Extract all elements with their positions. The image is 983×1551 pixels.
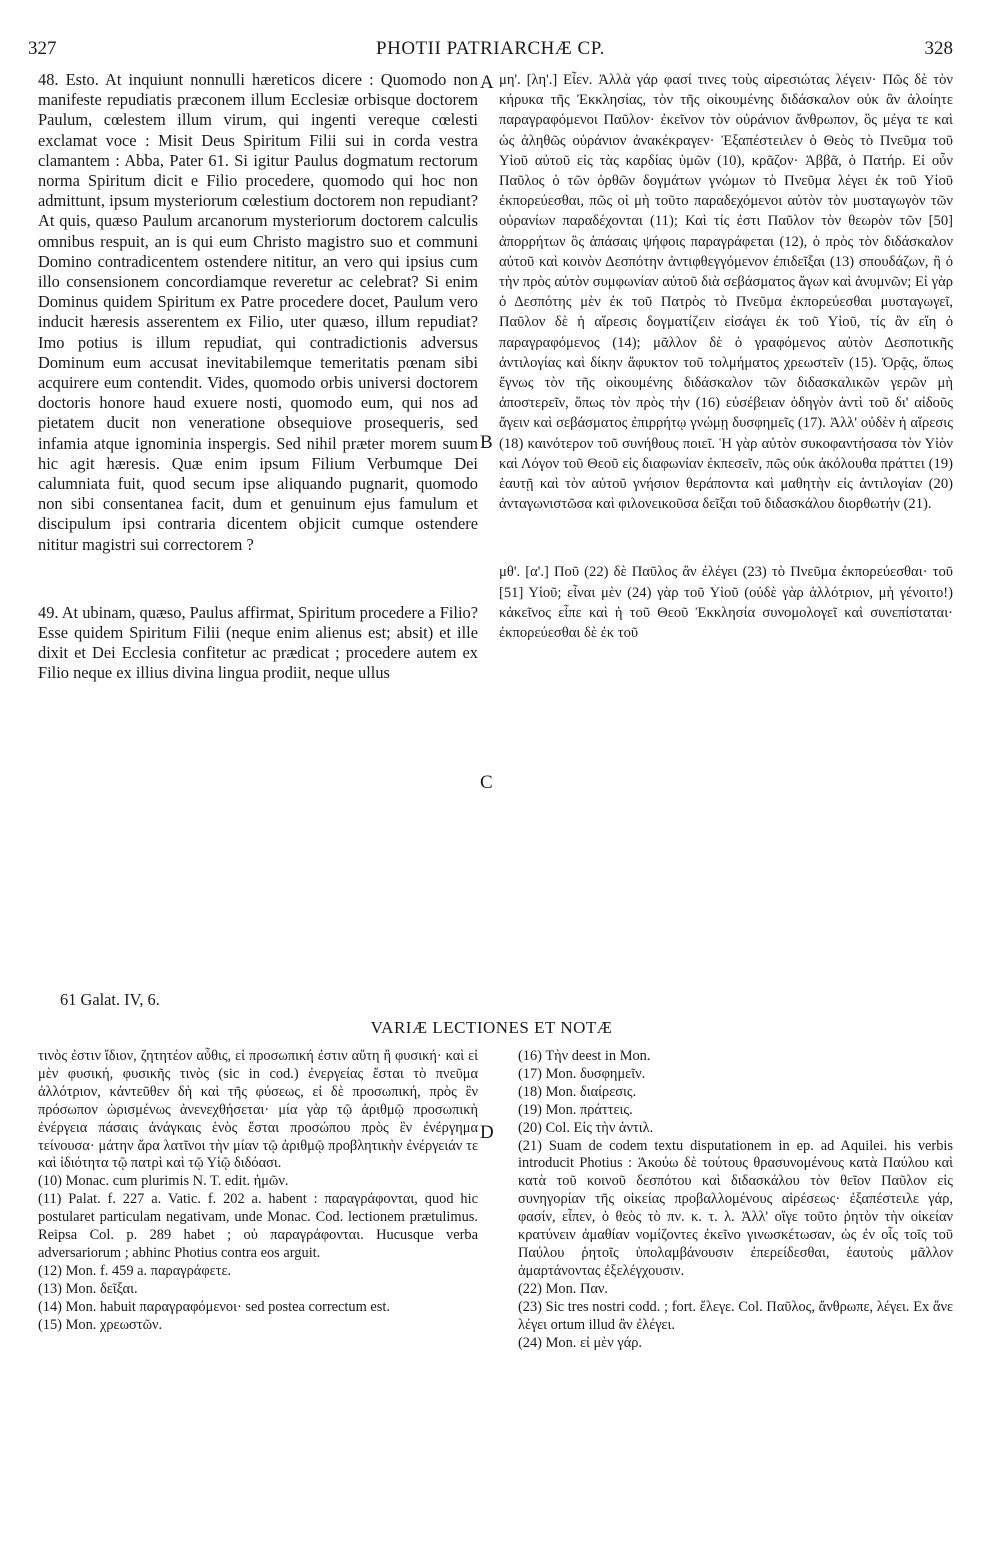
variae-note: (12) Mon. f. 459 a. παραγράφετε. [38, 1262, 232, 1279]
latin-section-49: 49. At ubinam, quæso, Paulus affirmat, Spiritum procedere a Filio? Esse quidem Spiritum Filii (neque enim alienus est; absit) et ille dixit et Dei Ecclesia confitetur ac prædicat ; procedere autem ex Filio neque ex illius divina lingua prodiit, neque ullus [38, 602, 478, 683]
margin-marker-d: D [480, 1122, 494, 1143]
variae-note: (10) Monac. cum plurimis N. T. edit. ἡμῶν. [38, 1173, 289, 1190]
greek-column [499, 70, 953, 643]
variae-note: τινὸς ἐστιν ἴδιον, ζητητέον αὖθις, εἰ προσωπική ἐστιν αὕτη ἢ φυσική· καὶ εἰ μὲν φυσική, φυσικῆς τινὸς (sic in cod.) ἐνεργείας ἔσται τὸ πνεῦμα ἀλλότριον, κἀντεῦθεν δὴ καὶ τῆς φύσεως, εἰ δὲ προσωπική, πρὸς ἓν πρόσωπον ὡρισμένως ἀνενεχθήσεται· μία γὰρ τῷ ἀριθμῷ προσωπικὴ ἐνέργεια πάσαις ἀνάγκαις ἑνὸς ἔσται προσώπου πρὸς ἓν ἐνέργημα τείνουσα· μάτην ἄρα λατῖνοι τὴν μίαν τῷ ἀριθμῷ προβλητικὴν ἐνέργειάν τε καὶ ἰδιότητα τῷ πατρὶ καὶ τῷ Υἱῷ διδόασι. [38, 1048, 478, 1172]
variae-right-column [518, 1048, 953, 1352]
running-header [28, 38, 953, 64]
margin-marker-c: C [480, 772, 493, 793]
variae-note: (24) Mon. εἰ μὲν γάρ. [518, 1334, 643, 1351]
left-page-number: 327 [28, 38, 57, 59]
variae-note: (13) Mon. δεῖξαι. [38, 1280, 138, 1297]
variae-lectiones-title: VARIÆ LECTIONES ET NOTÆ [370, 1018, 613, 1037]
margin-marker-a: A [480, 72, 494, 93]
variae-note: (20) Col. Εἰς τὴν ἀντιλ. [518, 1119, 654, 1136]
variae-note: (21) Suam de codem textu disputationem in ep. ad Aquilei. his verbis introducit Photius : Ἀκούω δὲ τούτους θρασυνομένους κατὰ Παύλου καὶ κατὰ τοῦ κοινοῦ δεσπότου καὶ διδασκάλου τὸν θεῖον Παῦλον εἰς συνηγορίαν τῆς οἰκείας προβαλλομένους αἱρέσεως· ἐξαπέστειλε γάρ, φασίν, εἶπεν, ὁ θεὸς τὸ πν. κ. τ. λ. Ἀλλ' οἵγε τοῦτο ῥητὸν τὴν οἰκείαν κρατύνειν ἀμαθίαν νομίζοντες ἐκεῖνο γινωσκέτωσαν, ὡς ἐν οἷς τοῖς τοῦ Παύλου ῥητοῖς ὑπολαμβάνουσιν ἐπερείδεσθαι, ἑαυτοὺς μᾶλλον ἁμαρτάνοντας ἐξελέγχουσιν. [518, 1137, 953, 1279]
latin-section-48: 48. Esto. At inquiunt nonnulli hæreticos dicere : Quomodo non manifeste repudiatis præconem illum Ecclesiæ orbisque doctorem Paulum, cœlestem illum virum, qui ingenti vereque cœlesti exclamat voce : Misit Deus Spiritum Filii sui in corda vestra clamantem : Abba, Pater 61. Si igitur Paulus dogmatum rectorum norma Spiritum dicit e Filio procedere, quomodo qui hoc non admittunt, ipsum mysteriorum cœlestium doctorem non repudiant? At quis, quæso Paulum arcanorum mysteriorum doctorem calculis omnibus respuit, an is qui eum Christo magistro suo et communi Domino contradicentem ostendere nititur, an vero qui ipsius cum illo consensionem concordiamque reveretur ac celebrat? Si enim Dominus quidem Spiritum ex Patre procedere docet, Paulum vero inducit hæresis asserentem ex Filio, uter quæso, illum repudiat? Imo potius is illum repudiat, qui contradictionis adversus Dominum eum accusat inevitabilemque temeritatis pœnam sibi acquirere eum contendit. Vides, quomodo orbis universi doctorem doctoris honore haud exuere nosti, quomodo eum, qui nos ad pietatem ducit non veneratione obsequiove prosequeris, sed infamia atque ignominia inspergis. Sed nihil præter morem suum hic agit hæresis. Quæ enim ipsum Filium Verbumque Dei calumniata fuit, quod secum ipse aliquando pugnarit, quomodo non sibi consentanea facit, dum et genuinum ejus famulum et discipulum ipsi contraria dicentem objicit cumque ostendere nititur magistri sui correctorem ? [38, 70, 478, 554]
variae-left-column [38, 1048, 478, 1335]
page-title: PHOTII PATRIARCHÆ CP. [376, 38, 605, 59]
greek-section-48: μη'. [λη'.] Εἶεν. Ἀλλὰ γάρ φασί τινες τοὺς αἱρεσιώτας λέγειν· Πῶς δὲ τὸν κήρυκα τῆς Ἐκκλησίας, τὸν τῆς οἰκουμένης διδάσκαλον οὐκ ἂν ἀλοίητε παραγραφόμενοι Παῦλον· ἐκεῖνον τὸν οὐράνιον ἄνθρωπον, ὃς μέγα τε καὶ ὡς ἀληθῶς οὐράνιον ἀνακέκραγεν· Ἐξαπέστειλεν ὁ Θεὸς τὸ Πνεῦμα τοῦ Υἱοῦ αὐτοῦ εἰς τὰς καρδίας ὑμῶν (10), κρᾶζον· Ἀββᾶ, ὁ Πατήρ. Εἰ οὖν Παῦλος ὁ τῶν ὀρθῶν δογμάτων γνώμων τὸ Πνεῦμα λέγει ἐκ τοῦ Υἱοῦ ἐκπορεύεσθαι, πῶς οἱ μὴ τοῦτο παραδεχόμενοι αὐτὸν τὸν μυσταγωγὸν τῶν οὐρανίων παραδέχονται (11); Καὶ τίς ἐστι Παῦλον τὸν θεωρὸν τῶν [50] ἀπορρήτων ὃς ἁπάσαις ψήφοις παραγράφεται (12), ὁ πρὸς τὸν διδάσκαλον αὐτοῦ καὶ κοινὸν Δεσπότην ἀντιφθεγγόμενον ἐπιδεῖξαι (13) σπουδάζων, ἢ ὁ τὴν πρὸς αὐτὸν συμφωνίαν αὐτοῦ διὰ σεβάσματος ἄγων καὶ ἀνυμνῶν; Εἰ γὰρ ὁ Δεσπότης μὲν ἐκ τοῦ Πατρὸς τὸ Πνεῦμα ἐκπορεύεσθαι μυσταγωγεῖ, Παῦλον δὲ ἡ αἵρεσις δογματίζειν εἰσάγει ἐκ τοῦ Υἱοῦ, τίς ἂν εἴη ὁ παραγραφόμενος (14); μᾶλλον δὲ ὁ γραφόμενος αὐτὸν Δεσποτικῆς ἀντιλογίας καὶ δίκην ἄφυκτον τοῦ τολμήματος χρεωστεῖν (15). Ὁρᾷς, ὅπως ἔγνως τὸν τῆς οἰκουμένης διδάσκαλον τῶν διδασκαλικῶν γερῶν μὴ ἀποστερεῖν, ὅπως τὸν πρὸς τὴν (16) εὐσέβειαν ὁδηγὸν ἀντὶ τοῦ δι' αἰδοῦς ἄγειν καὶ σεβάσματος ἐπιρρήτῳ γνώμῃ δυσφημεῖς (17). Ἀλλ' οὐδὲν ἡ αἵρεσις (18) καινότερον τοῦ συνήθους ποιεῖ. Ἡ γὰρ αὐτὸν συκοφαντήσασα τὸν Υἱὸν καὶ Λόγον τοῦ Θεοῦ εἰς διαφωνίαν ἐκπεσεῖν, πῶς οὐκ ἀκόλουθα πράττει (19) ἑαυτῇ καὶ τὸν αὐτοῦ γνήσιον θεράποντα καὶ μαθητὴν εἰς ἀντιλογίαν (20) ἀνταγωνιστῶσα καὶ φιλονεικοῦσα δεῖξαι τοῦ διδασκάλου διορθωτήν (21). [499, 72, 953, 513]
variae-note: (22) Mon. Παν. [518, 1280, 608, 1297]
variae-note: (15) Mon. χρεωστῶν. [38, 1316, 163, 1333]
variae-note: (14) Mon. habuit παραγραφόμενοι· sed postea correctum est. [38, 1298, 391, 1315]
footnote-61: 61 Galat. IV, 6. [60, 990, 160, 1009]
variae-note: (16) Τὴν deest in Mon. [518, 1048, 651, 1064]
variae-note: (17) Mon. δυσφημεῖν. [518, 1065, 646, 1082]
variae-note: (11) Palat. f. 227 a. Vatic. f. 202 a. habent : παραγράφονται, quod hic postularet particulam negativam, unde Monac. Cod. lectionem prætulimus. Reipsa Col. p. 289 habet ; οὐ παραγράφονται. Hucusque verba adversariorum ; abhinc Photius contra eos arguit. [38, 1191, 478, 1261]
variae-note: (19) Mon. πράττεις. [518, 1101, 633, 1118]
variae-note: (18) Mon. διαίρεσις. [518, 1083, 637, 1100]
variae-note: (23) Sic tres nostri codd. ; fort. ἔλεγε. Col. Παῦλος, ἄνθρωπε, λέγει. Ex ἄνε λέγει ortum illud ἂν ἐλέγει. [518, 1298, 953, 1333]
latin-column [38, 70, 478, 684]
margin-marker-b: B [480, 432, 493, 453]
greek-section-49: μθ'. [α'.] Ποῦ (22) δὲ Παῦλος ἂν ἐλέγει (23) τὸ Πνεῦμα ἐκπορεύεσθαι· τοῦ [51] Υἱοῦ; εἶναι μὲν (24) γὰρ τοῦ Υἱοῦ (οὐδὲ γὰρ ἀλλότριον, μὴ γένοιτο!) κἀκεῖνος εἶπε καὶ ἡ τοῦ Θεοῦ Ἐκκλησία συνομολογεῖ καὶ συνεπίσταται· ἐκπορεύεσθαι δὲ ἐκ τοῦ [499, 564, 953, 642]
right-page-number: 328 [924, 38, 953, 59]
